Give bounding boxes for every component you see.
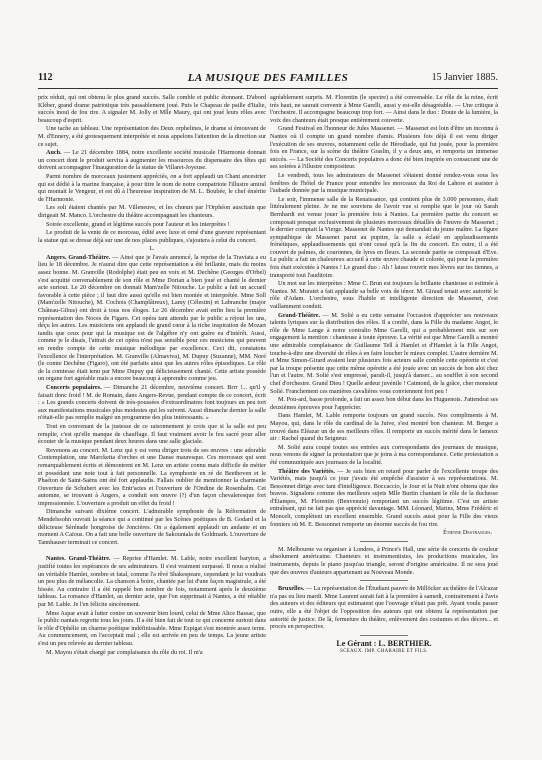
paragraph: Soirée excellente, grand et légitime succès pour l'auteur et les interprètes ! (46, 220, 230, 228)
paragraph: Un mot sur les interprètes : Mme C. Brun est toujours la brillante chanteuse si estimée à Nantes. M. Muratet a fait applaudir sa belle voix de ténor. M. Giraud tenait avec autorité le rôle d'Adam. L'orchestre, sous l'habile et intelligente direction de Massenet, s'est vaillamment conduit. (270, 280, 498, 311)
paragraph: Tout en convenant de la justesse de ce raisonnement je crois que si la salle est peu remplie, c'est qu'elle manque de chauffage. Il faut vraiment avoir le feu sacré pour aller écouter de la musique pendant deux heures dans une salle glaciale. (38, 422, 266, 446)
section-subheading: Théâtre des Variétés. (278, 467, 335, 475)
page-number: 112 (38, 72, 53, 83)
section-subheading: Grand-Théâtre. (65, 555, 111, 563)
printer-imprint: SCEAUX. IMP. CHARAIRE ET FILS. (340, 649, 428, 655)
header-rule (38, 88, 498, 89)
paragraph: Le vendredi, tous les admirateurs de Massenet s'étaient donné rendez-vous sous les fenêtres de l'hôtel de France pour entendre les morceaux du Roi de Lahore et assister à l'aubade donnée par la musique municipale. (270, 171, 498, 195)
section-separator (360, 541, 408, 542)
journal-title: LA MUSIQUE DES FAMILLES (187, 72, 349, 84)
paragraph: Théâtre des Variétés. — Je suis bien en retard pour parler de l'excellente troupe des Variétés, mais jusqu'à ce jour j'avais été empêché d'assister à ses représentations. M. Bessonnet dirige avec tant d'intelligence. Boccaccio, le Jour et la Nuit n'ont obtenu que des bravos. Signalons comme des meilleurs sujets Mlle Burtin chantant le rôle de la duchesse d'Étampes, M. Florentin (Benvenuto) remportant un succès légitime. C'est un artiste entraînant, qui ne fait pas que apprécié davantage. MM. Léonard, Marins, Mme Frédéric et Moncelt, complètent un excellent ensemble. Grand succès aussi pour la Fille des vieux fonniers où M. E. Bessonnet remporte un énorme succès de fou rire. (270, 467, 498, 528)
paragraph: Bruxelles. — La représentation de l'Étudiant pauvre de Millöcker au théâtre de l'Alcazar n'a pas eu lieu mardi. Mme Laurent aurait fait à la première à samedi, contrairement à l'avis des auteurs et des éditeurs qui estimaient que l'ouvrage n'était pas prêt. Ayant voulu passer outre, elle a été l'objet de l'opposition des auteurs qui ont obtenu la représentation par autorité de justice. De là, fermeture du théâtre, enlèvement des costumes et des décors... et procès en perspective. (270, 585, 498, 631)
paragraph: Auch. — Le 21 décembre 1884, notre excellente société musicale l'Harmonie donnait un concert dont le produit servira à augmenter les ressources du dispensaire des fêtes qui doivent accompagner l'inauguration de la statue de Villaret-Joyeuse. (38, 149, 266, 172)
paragraph: M. Solié aura coupé toutes ses entrées aux correspondants des journaux de musique, nous venons de signer la protestation que je joins à ma correspondance. Cette protestation a été communiquée aux journaux de la localité. (270, 443, 498, 466)
right-column (270, 94, 498, 657)
section-separator (360, 635, 408, 636)
paragraph: Les soli étaient chantés par M. Villeneuve, et les chœurs par l'Orphéon auscitain que dirigeait M. Manco. L'orchestre du théâtre accompagnait les chanteurs. (38, 204, 266, 219)
section-subheading: Concerts populaires. (46, 383, 102, 391)
section-subheading: Grand-Théâtre. (66, 253, 111, 261)
paragraph: Nantes. Grand-Théâtre. — Reprise d'Hamlet. M. Lable, notre excellent baryton, a justifié toutes les espérances de ses admirateurs. Il s'est vraiment surpassé. Il nous a réalisé un véritable Hamlet, sombre et fatal, comme l'a rêvé Shakespeare, cependant je lui voudrais un peu plus de mélancolie. La chanson à boire, chantée par lui d'une façon magistrale, a été bissée. Au contraire il a été rappelé bon nombre de fois, notamment après le deuxième tableau. La romance d'Hamlet, au dernier acte, que l'on supprimait à Nantes, a été rétablie par M. Lable. Je l'en félicite sincèrement. (38, 555, 266, 608)
city-heading: Nantes. (46, 555, 66, 563)
paragraph: Une tache au tableau. Une représentation des Deux orphelines, le drame si émouvant de M. d'Ennery, a été grotesquement interprétée et nous appelons l'attention de la direction sur ce sujet. (38, 125, 266, 148)
paragraph: Revenons au concert. M. Lenz qui y est venu diriger trois de ses œuvres : une adorable Contemplation, une Marcketta d'orches et une Danse mauresque. Ces morceaux qui sont remarquablement écrits et démontrent en M. Lenz un artiste connu mais difficile de métier et possédant une note tout à fait personnelle. La symphonie en ré de Beethoven et le Phaéton de Saint-Saëns ont été fort applaudis. Fallais oublier de mentionner la charmante Ouverture de Schubert avec les Entr'actes et l'ouverture de l'Ondine de Rosenhalm. Cet automne, se trouvant à Angers, a conduit son œuvre (?) d'un façon chevaleresque fort impressionnée. L'ouverture a produit un effet du froid ! (38, 446, 266, 507)
city-heading: Auch. (46, 149, 62, 157)
paragraph: Concerts populaires. — Dimanche 21 décembre, neuvième concert. Brrr !... qu'il y faisait donc froid ! M. de Romain, dans Angers-Revue, pendant compte de ce concert, écrit : « Les grands concerts doivent de très-poussées d'extraordinaires font toujours un peu tort aux manifestations musicales plus modestes qui les suivent. Aussi dimanche dernier la salle n'était-elle pas remplie malgré un programme des plus intéressants. » (38, 383, 267, 422)
paragraph: Parmi nombre de morceaux justement appréciés, on a fort applaudi un Chant ancestrier qui est dédié à la marine française, à pour titre le nom de notre compatriote l'illustre amiral qui montait le Vengeur, et est dû à l'heureuse inspiration de M. L. Boubée, le chef émérite de l'Harmonie. (38, 172, 266, 203)
paragraph: Grand Festival en l'honneur de Jules Massenet. — Massenet est loin d'être un inconnu à Nantes où il compte un grand nombre d'amis. Plusieurs fois déjà il est venu diriger l'exécution de ses œuvres, notamment celle de Hérodiade, qui fut jouée, pour la première fois en France, sur la scène du théâtre Graslin, il y a deux ans, et remporta un immense succès. — La Société des Concerts populaires a donc été bien inspirée en consacrant une de ses soirées à l'illustre compositeur. (270, 125, 498, 171)
paragraph: Mme Aspar avait à lutter contre un souvenir bien lourd, celui de Mme Alice Bassac, que le public nantais regrette tous les jours. Il a été bien fait de tout ce qui concerne surtout dans le rôle d'Ophélie un charme poétique indéfinissable. Mme Espigat s'est montrée assez terne. Au commencement, on l'acceptait mal ; elle est arrivée en peu de temps. La jeune artiste s'est un peu relevée au dernier tableau. (38, 609, 266, 647)
paragraph: M. Pou-ard, basse profonde, a fait un assez bon début dans les Huguenots. J'attendrai ses deuxièmes épreuves pour l'apprécier. (270, 396, 498, 411)
city-heading: Bruxelles. (278, 585, 305, 593)
paragraph: M. Melbourne va organiser à Londres, à Prince's Hall, une série de concerts de couleur absolument américaine. Chanteurs et instrumentistes, les productions musicales, les instruments, depuis le piano jusqu'au triangle, seront d'origine américaine. Il ne sera joué que des œuvres d'auteurs appartenant au Nouveau Monde. (270, 545, 498, 576)
section-subheading: Grand-Théâtre. (278, 311, 320, 319)
issue-date: 15 Janvier 1885. (431, 72, 498, 83)
page-header (38, 72, 498, 86)
paragraph: Le soir, l'immense salle de la Renaissance, qui contient plus de 3.000 personnes, était littéralement pleine. Je ne me souviens de l'avoir vue si remplie que le jour où Sarah Bernhardt est venue jouer la première fois à Nantes. La première partie du concert se composait presque exclusivement de plusieurs morceaux détaillés de l'œuvre de Massenet ; le dernier comptait la Vierge. Massenet de Nantes qui demandait du jeune maître. La figure sympathique de Massenet parut au pupitre, la salle a éclaté en applaudissements frénétiques, applaudissements qui n'ont cessé qu'à la fin du concert. En outre, il a été couvert de palmes, de couronnes, de lyres en fleurs. La seconde partie se composait d'Eve. Le public a fait un chaleureux accueil à cette œuvre chaude et colorée, qui pour la première fois était exécutée à Nantes ! Le grand duo : Ah ! laisse rouvrir mes lèvres sur tes tiennes, a transporté tout l'auditoire. (270, 195, 498, 279)
paragraph: M. Mayou s'était chargé par complaisance du rôle du roi. Il m'a (46, 648, 203, 656)
section-separator (128, 550, 176, 551)
paragraph: prix réduit, qui ont obtenu le plus grand succès. Salle comble et public étonnant. D'abord Kléber, grand drame patriotique très passablement joué. Puis le Chapeau de paille d'Italie, succès inouï de fou rire. A signaler M. Jolly et Mlle Maury, qui ont joué leurs rôles avec beaucoup d'esprit. (38, 94, 266, 124)
paragraph: Grand-Théâtre. — M. Solié a eu cette semaine l'occasion d'apprécier ses nouveaux talents lyriques sur la distribution des rôles. Il a confié, dans la Fille du madame Angot, le rôle de Mme Lange à notre contralto Mme Garelli, qui a probablement mis sur son engagement la mention : chanteuse à toute épreuve. La vérité est que Mme Garelli a montré une admirable complaisance de Guillaume Tell à Hamlet et d'Hamlet à la Fille Angot, touche-à-dire une diversité de rôles à en faire loucher le mieux complet. L'autre dernière M. et Mme Simon-Girard avaient leur plusieurs fois acteurs salle comble cette opérette et c'est par la troupe présente que cette même opérette a été jouée avec un succès de bon aloi chez l'un et l'autre. M. Solié s'est empressé, paraît-il, jusqu'à danser... au soufflet à son second chef d'orchestre. Grand Dieu ! Quelle ardeur juvénile ! Catmond, de la grâce, cher monsieur Solié. Franchement ces manières cavalières vous conviennent fort peu ! (270, 311, 498, 395)
paragraph: agréablement surpris. M. Florentin (le spectre) a été convenable. Le rôle de la reine, écrit très haut, ne saurait convenir à Mme Garelli, aussi y est-elle désagréable. — Une critique à l'orchestre. Il accompagne beaucoup trop fort. — Ainsi dans le duo : Doute de la lumière, la voix des chanteurs était presque entièrement couverte. (270, 94, 498, 124)
paragraph: Dimanche suivant dixième concert. L'admirable symphonie de la Réformation de Mendelssohn ouvrait la séance qui a continué par les Scènes poétiques de B. Godard et la délicieuse Sérénade hongroise de Joncières. On a également applaudi un andante et un moment A Caïous. On a fait une belle ouverture de Sakountala de Goldmark. L'ouverture de Tannhauser terminait ce concert. (38, 508, 266, 546)
paragraph: Dans Hamlet, M. Lable remporte toujours un grand succès. Nos compliments à M. Mayou, qui, dans le rôle du cardinal de la Juive, s'est montré bon chanteur. M. Berger a trouvé dans Eléazar un de ses meilleurs rôles. Il remporte un succès mérité dans le fameux air : Rachel quand du Seigneur. (270, 412, 498, 443)
section-separator (360, 580, 408, 581)
city-heading: Angers. (46, 253, 67, 261)
paragraph: Angers. Grand-Théâtre. — Ainsi que je l'avais annoncé, la reprise de la Traviata a eu lieu le 18 décembre. Je n'aurai dire que cette représentation a été brillante, mais du moins assez bonne. M. Granville (Rodolphe) était peu en voix et M. Dechêne (Georges d'Orbel) s'est acquitté convenablement de son rôle et Mme Dorian a bien joué et chanté le dernier acte surtout. Le 20 décembre on donnait Mam'zelle Nitouche. Le public a fait un accueil favorable à cette pièce ; il faut dire aussi qu'elle est bien montée et interprétée. Mme Soll (Mam'zelle Nitouche), M. Cochois (Champlâtreux), Lamy (Célestin) et Labranche (major Château-Gibus) ont droit à tous nos éloges. Le 26 décembre avait enfin lieu la première représentation des Noces de Figaro. Cet opéra tant attendu par le public a réjoui les uns, déçu les autres. Les musiciens ont applaudi de grand cœur à la riche inspiration de Mozart tandis que ceux pour qui la musique est de l'algèbre n'y ont guère eu d'intérêt. Aussi, comme je le disais, l'attrait de cet opéra n'est pas sensible pour ces musiciens qui peuvent en rendre compte de cette musique mélodique par excellence. Ceci dit, constatons l'excellence de l'interprétation. M. Granville (Almaviva), M. Dupuy (Suzanne), MM. Noré (le comte Dechêne (Figaro), ont été parfaits ainsi que les autres rôles épisodiques. Le rôle de la comtesse était tenu par Mme Dupuy qui délicieusement chanté. Cette artiste possède un organe fort agréable mais a encore beaucoup à apprendre comme jeu. (38, 253, 266, 383)
signature: Étienne Destranges. (443, 529, 492, 537)
left-column (38, 94, 266, 657)
paragraph: Le produit de la vente de ce morceau, édité avec luxe et orné d'une gravure représentant la statue qui se dresse déjà sur une de nos places publiques, s'ajoutera à celui du concert. (38, 229, 266, 244)
signature: L. (149, 245, 155, 253)
gerant-signature: Le Gérant : L. BERTHIER. (336, 638, 432, 648)
